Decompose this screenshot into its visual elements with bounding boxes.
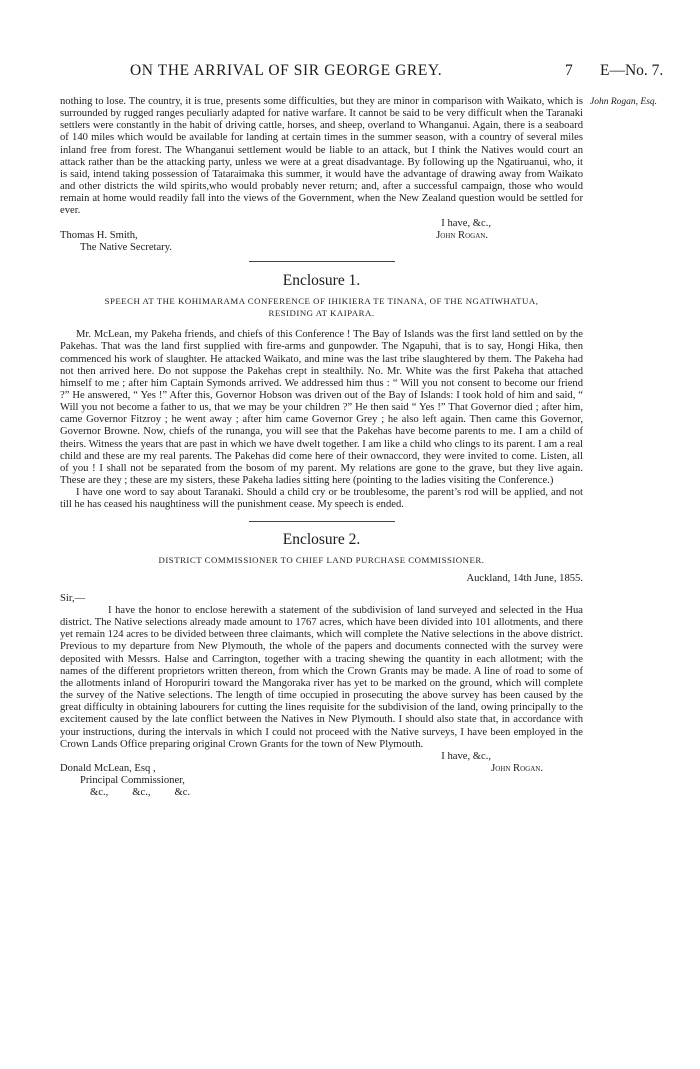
page-header [0,62,700,84]
enclosure-title: Enclosure 1. [282,272,361,290]
letter-paragraph: nothing to lose. The country, it is true, presents some difficulties, but they are minor in comparison with Waikato, which is surrounded by rugged ranges peculiarly adapted for native warfare. It cannot be said to be very difficult when the Taranaki settlers were constantly in the habit of driving cattle, horses, and sheep, overland to Whanganui. Again, there is a seaboard of 140 miles which would be available for landing at certain times in the summer season, with a country of several miles inland free from forest. The Whanganui settlement would be liable to an attack, but I think the Natives would court an attack rather than be the attacking party, unless we were at a great disadvantage. By following up the Ngatiruanui, who, it is said, intend taking possession of Tataraimaka this summer, it would have the advantage of drawing away from Waikato and other districts the wild spirits,who would probably never return; and, after a successful campaign, those who would remain at home would readily fall into the views of the Government, when the New Zealand question would be settled for ever. [60,96,583,217]
dateline: Auckland, 14th June, 1855. [466,572,583,584]
speech-paragraph: Mr. McLean, my Pakeha friends, and chiefs of this Conference ! The Bay of Islands was the first land settled on by the Pakehas. That was the land first supplied with fire-arms and gunpowder. The Ngapuhi, that is to say, Hongi Hika, then commenced his work of slaughter. He attacked Waikato, and mine was the last tribe slaughtered by them. The Pakeha had not then arrived here. Do not suppose the Pakehas crept in stealthily. No. Mr. White was the first Pakeha that attached himself to me ; after him Captain Symonds arrived. We addressed him thus : “ Will you not consent to become our friend ?” He answered, “ Yes !” After this, Governor Hobson was driven out of the Bay of Islands: I took hold of him and said, “ Will you not become a father to us, that we may be your children ?” He then said “ Yes !” That Governor died ; after him, came Governor Fitzroy ; he went away ; after him came Governor Grey ; he also left again. Then came this Governor, Governor Browne. Now, chiefs of the runanga, you will see that the Pakehas have become parents to me. I am a child of theirs. Witness the years that are past in which we have dwelt together. I am like a child who clings to its parent. I am a real child and these are my real parents. The Pakehas did come here of their ownaccord, they were invited to come. Listen, all of you ! I shall not be separated from the bosom of my parent. My relations are gone to the grave, but they live again. These are they ; these are my sisters, these Pakeha ladies sitting here (pointing to the ladies visiting the Conference.) [60,329,583,487]
signature: John Rogan. [436,229,488,241]
running-title: ON THE ARRIVAL OF SIR GEORGE GREY. [130,62,443,79]
addressee-title: Principal Commissioner, [80,775,185,787]
letter-closing: I have, &c., [441,750,491,762]
addressee-name: Thomas H. Smith, [60,229,138,241]
section-divider [249,521,395,522]
letter-closing: I have, &c., [441,217,491,229]
addressee-name: Donald McLean, Esq , [60,763,156,775]
caption-line: RESIDING AT KAIPARA. [268,308,375,319]
etc-text: &c., [90,787,109,799]
etc-text: &c. [174,787,191,799]
addressee-title: The Native Secretary. [80,241,172,253]
margin-note: John Rogan, Esq. [590,97,658,107]
etc-text: &c., [132,787,151,799]
addressee-etc [60,787,583,799]
enclosure-caption [60,295,583,319]
enclosure-caption: DISTRICT COMMISSIONER TO CHIEF LAND PURCHASE COMMISSIONER. [158,554,485,565]
salutation: Sir,— [60,592,86,604]
caption-line: SPEECH AT THE KOHIMARAMA CONFERENCE OF IHIKIERA TE TINANA, OF THE NGATIWHATUA, [104,296,539,307]
enclosure-2 [60,530,583,800]
enclosure-title: Enclosure 2. [282,530,361,548]
letter-paragraph: I have the honor to enclose herewith a statement of the subdivision of land surveyed and selected in the Hua district. The Native selections already made amount to 1767 acres, which have been divided into 101 allotments, and there yet remain 124 acres to be divided between three claimants, which will complete the Native selections in the above district. Previous to my departure from New Plymouth, the whole of the papers and documents connected with the survey were deposited with Messrs. Halse and Carrington, together with a tracing shewing the quantity in each allotment; with the names of the different proprietors written thereon, from which the Crown Grants may be made. A line of road to some of the allotments inland of Horopuriri toward the Mangoraka river has yet to be marked on the ground, which will complete the survey of the Native selections. The length of time occupied in prosecuting the above survey has been caused by the great difficulty in obtaining labourers for cutting the lines requisite for the subdivision of the land, owing principally to the excitement caused by the late conflict between the Natives in New Plymouth. I should also state that, in accordance with your instructions, during the intervals in which I could not proceed with the Native surveys, I have been employed in the Crown Lands Office preparing original Crown Grants for the town of New Plymouth. [60,605,583,750]
series-number: E—No. 7. [600,62,664,79]
page-number: 7 [565,62,573,79]
enclosure-1 [60,272,583,512]
speech-paragraph: I have one word to say about Taranaki. Should a child cry or be troublesome, the parent’s rod will be applied, and not till he has ceased his naughtiness will the punishment cease. My speech is ended. [60,487,583,511]
document-body [60,96,583,800]
section-divider [249,261,395,262]
letter-rogan [60,96,583,254]
signature: John Rogan. [491,763,543,775]
